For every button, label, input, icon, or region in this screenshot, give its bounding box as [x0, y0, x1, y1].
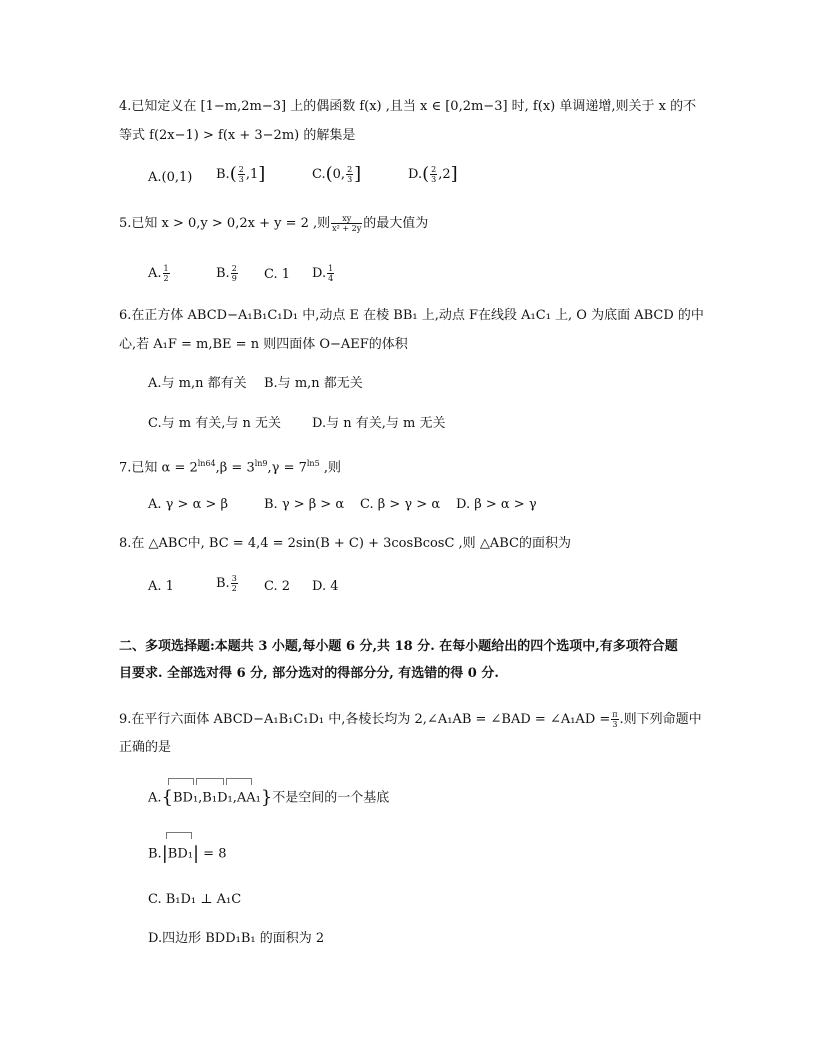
- q5-option-a: A. $\frac{1}{2}$: [148, 264, 169, 283]
- q5-stem: 5.已知 x > 0,y > 0,2x + y = 2 ,则 $\frac{xy}{\text{x² + 2y}}$ 的最大值为: [119, 214, 429, 233]
- q8-line1: 8.在 △ABC中, BC = 4,4 = 2sin(B + C) + 3cosBcosC ,则 △ABC的面积为: [119, 536, 571, 551]
- q9-line1: 9.在平行六面体 ABCD−A₁B₁C₁D₁ 中,各棱长均为 2,∠A₁AB = ∠BAD = ∠A₁AD = $\frac{\pi}{3}$ .则下列命题中: [119, 710, 702, 729]
- q9-option-b: B.|BD₁| = 8: [148, 843, 227, 864]
- q4-option-d: D.( $\frac{2}{3}$ ,2]: [408, 163, 458, 185]
- section2-heading-line2: 目要求. 全部选对得 6 分, 部分选对的得部分分, 有选错的得 0 分.: [119, 666, 499, 681]
- q9-option-a: A.{BD₁,B₁D₁,AA₁}不是空间的一个基底: [148, 787, 390, 808]
- q9-line2: 正确的是: [119, 740, 172, 755]
- q8-option-d: D. 4: [312, 579, 339, 594]
- q7-option-d: D. β > α > γ: [456, 497, 537, 512]
- q6-option-a: A.与 m,n 都有关: [148, 376, 247, 391]
- q5-option-b: B. $\frac{2}{9}$: [216, 264, 237, 283]
- q6-line2: 心,若 A₁F = m,BE = n 则四面体 O−AEF的体积: [119, 337, 408, 352]
- q9-option-c: C. B₁D₁ ⊥ A₁C: [148, 892, 242, 907]
- q4-option-a: A.(0,1): [148, 170, 193, 185]
- q4-line2: 等式 f(2x−1) > f(x + 3−2m) 的解集是: [119, 128, 356, 143]
- q7-option-b: B. γ > β > α: [264, 497, 345, 512]
- q7-option-c: C. β > γ > α: [360, 497, 441, 512]
- q7-option-a: A. γ > α > β: [148, 497, 229, 512]
- q7-stem: 7.已知 $\alpha = 2^{ln64},\beta = 3^{ln9},\gamma = 7^{ln5}$ ,则: [119, 459, 341, 476]
- q6-option-d: D.与 n 有关,与 m 无关: [312, 416, 446, 431]
- vector-arrow-mark: [168, 778, 194, 785]
- vector-arrow-mark: [166, 832, 192, 839]
- q8-option-c: C. 2: [264, 579, 291, 594]
- q8-option-a: A. 1: [148, 579, 174, 594]
- vector-arrow-mark: [226, 778, 252, 785]
- q4-option-b: B.( $\frac{2}{3}$ ,1]: [216, 163, 266, 185]
- q8-option-b: B. $\frac{3}{2}$: [216, 574, 237, 593]
- q4-line1: 4.已知定义在 [1−m,2m−3] 上的偶函数 f(x) ,且当 x ∈ [0,2m−3] 时, f(x) 单调递增,则关于 x 的不: [119, 99, 697, 114]
- q6-option-b: B.与 m,n 都无关: [264, 376, 363, 391]
- q6-option-c: C.与 m 有关,与 n 无关: [148, 416, 281, 431]
- vector-arrow-mark: [196, 778, 224, 785]
- q5-option-d: D. $\frac{1}{4}$: [312, 264, 334, 283]
- q6-line1: 6.在正方体 ABCD−A₁B₁C₁D₁ 中,动点 E 在棱 BB₁ 上,动点 F在线段 A₁C₁ 上, O 为底面 ABCD 的中: [119, 308, 704, 323]
- q5-option-c: C. 1: [264, 267, 291, 282]
- q4-option-c: C.(0, $\frac{2}{3}$ ]: [312, 163, 362, 185]
- section2-heading-line1: 二、多项选择题:本题共 3 小题,每小题 6 分,共 18 分. 在每小题给出的四个选项中,有多项符合题: [119, 639, 678, 654]
- q9-option-d: D.四边形 BDD₁B₁ 的面积为 2: [148, 931, 325, 946]
